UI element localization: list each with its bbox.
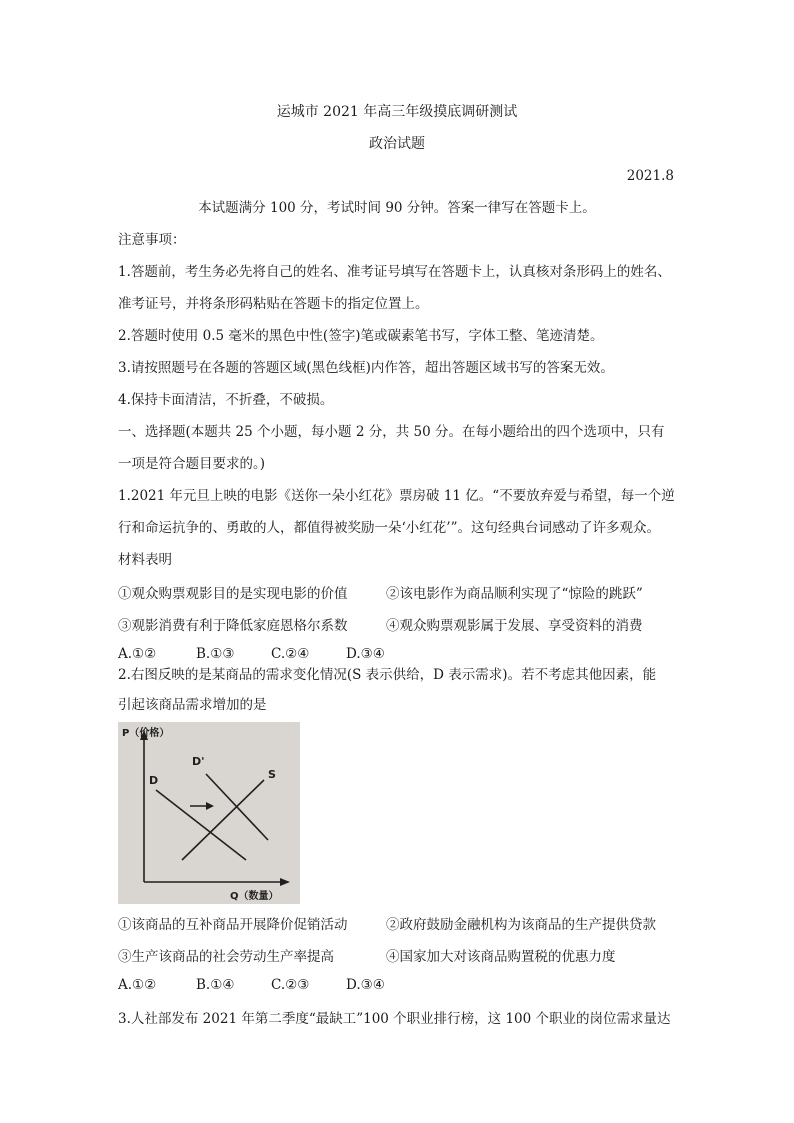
question-1-choice-a: A.①②: [118, 646, 157, 662]
label-d: D: [149, 774, 159, 787]
question-1-statement-1: ①观众购票观影目的是实现电影的价值: [118, 586, 348, 602]
notice-item-1-line-2: 准考证号，并将条形码粘贴在答题卡的指定位置上。: [118, 296, 429, 312]
question-1-line-1: 1.2021 年元旦上映的电影《送你一朵小红花》票房破 11 亿。“不要放弃爱与希望，每一个逆: [118, 488, 675, 504]
notice-item-2: 2.答题时使用 0.5 毫米的黑色中性(签字)笔或碳素笔书写，字体工整、笔迹清楚。: [118, 328, 604, 344]
notice-item-1-line-1: 1.答题前，考生务必先将自己的姓名、准考证号填写在答题卡上，认真核对条形码上的姓名、: [118, 264, 671, 280]
question-2-statement-3: ③生产该商品的社会劳动生产率提高: [118, 949, 334, 965]
question-1-choice-b: B.①③: [196, 646, 235, 662]
question-1-statement-4: ④观众购票观影属于发展、享受资料的消费: [386, 618, 643, 634]
notice-item-3: 3.请按照题号在各题的答题区域(黑色线框)内作答，超出答题区域书写的答案无效。: [118, 360, 614, 376]
question-1-choice-c: C.②④: [271, 646, 310, 662]
label-s: S: [268, 768, 276, 781]
question-1-line-3: 材料表明: [118, 552, 172, 568]
exam-date: 2021.8: [626, 168, 674, 184]
exam-subject: 政治试题: [369, 136, 425, 152]
question-1-choice-d: D.③④: [346, 646, 385, 662]
question-1-statement-2: ②该电影作为商品顺利实现了“惊险的跳跃”: [386, 586, 643, 602]
section-1-line-2: 一项是符合题目要求的。): [118, 456, 266, 472]
x-axis-label: Q（数量）: [230, 891, 279, 902]
exam-info: 本试题满分 100 分，考试时间 90 分钟。答案一律写在答题卡上。: [198, 200, 596, 216]
question-1-statement-3: ③观影消费有利于降低家庭恩格尔系数: [118, 618, 348, 634]
label-d-prime: D': [192, 755, 205, 768]
question-2-line-1: 2.右图反映的是某商品的需求变化情况(S 表示供给，D 表示需求)。若不考虑其他因素，能: [118, 667, 657, 683]
question-3-line-1: 3.人社部发布 2021 年第二季度“最缺工”100 个职业排行榜，这 100 个职业的岗位需求量达: [118, 1011, 671, 1027]
question-2-statement-1: ①该商品的互补商品开展降价促销活动: [118, 917, 348, 933]
question-2-statement-4: ④国家加大对该商品购置税的优惠力度: [386, 949, 616, 965]
question-2-choice-d: D.③④: [346, 977, 385, 993]
question-2-choice-a: A.①②: [118, 977, 157, 993]
question-2-line-2: 引起该商品需求增加的是: [118, 697, 267, 713]
y-axis-label: P（价格）: [122, 728, 170, 739]
question-2-statement-2: ②政府鼓励金融机构为该商品的生产提供贷款: [386, 917, 656, 933]
exam-title: 运城市 2021 年高三年级摸底调研测试: [276, 104, 518, 120]
supply-demand-figure: [118, 722, 300, 904]
x-axis-arrow: [280, 878, 290, 886]
section-1-line-1: 一、选择题(本题共 25 个小题，每小题 2 分，共 50 分。在每小题给出的四个选项中，只有: [118, 424, 665, 440]
question-2-choice-b: B.①④: [196, 977, 235, 993]
notice-item-4: 4.保持卡面清洁，不折叠，不破损。: [118, 392, 334, 408]
shift-arrow-head: [206, 802, 214, 810]
supply-demand-diagram: [118, 722, 300, 904]
question-1-line-2: 行和命运抗争的、勇敢的人，都值得被奖励一朵‘小红花’”。这句经典台词感动了许多观众。: [118, 520, 660, 536]
question-2-choice-c: C.②③: [271, 977, 310, 993]
demand-curve-d: [156, 790, 246, 860]
notice-heading: 注意事项：: [118, 232, 186, 248]
